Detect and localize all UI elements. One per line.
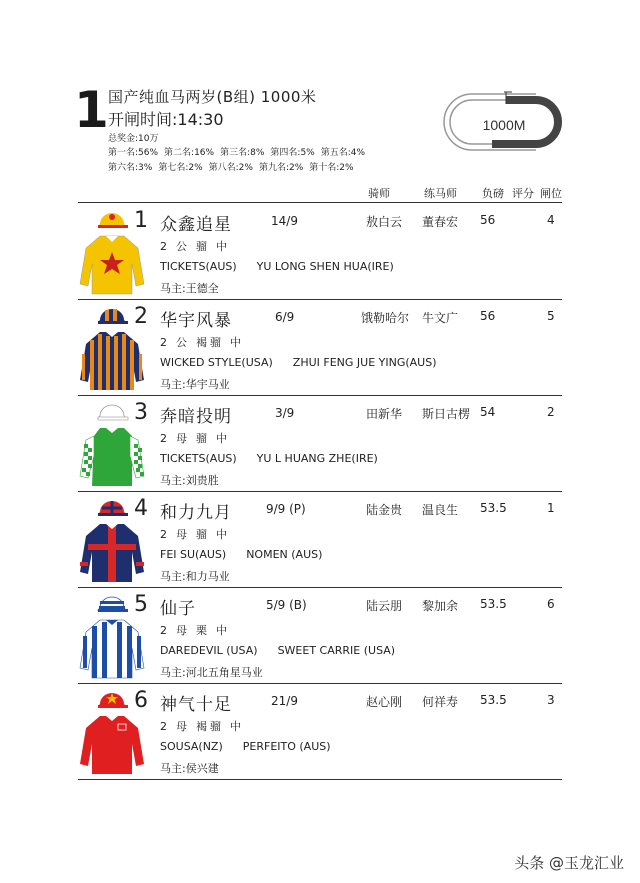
- pedigree: [160, 740, 331, 753]
- horse-name: 众鑫追星: [160, 215, 232, 235]
- runner-row: [78, 684, 562, 780]
- color: 骝: [196, 240, 210, 253]
- prize-split: 第九名:2%: [258, 163, 304, 173]
- sire: TICKETS(AUS): [160, 452, 237, 465]
- footer-watermark: 头条 @玉龙汇业: [514, 854, 624, 872]
- sex: 母: [176, 720, 190, 733]
- prize-split: 第七名:2%: [158, 163, 203, 173]
- pedigree: [160, 356, 437, 369]
- header-divider: [78, 202, 562, 203]
- trainer-name: 斯日古楞: [422, 407, 471, 421]
- dam: SWEET CARRIE (USA): [277, 644, 396, 657]
- runner-number: 1: [134, 208, 148, 233]
- prize-split: 第四名:5%: [270, 148, 315, 158]
- age: 2: [160, 336, 170, 349]
- pedigree: [160, 548, 322, 561]
- prize-split-line-2: [108, 160, 360, 173]
- column-weight: 负磅: [482, 187, 504, 200]
- age: 2: [160, 432, 170, 445]
- owner: 马主:王德全: [160, 282, 219, 295]
- column-trainer: 练马师: [424, 187, 457, 200]
- runner-row: [78, 396, 562, 492]
- odds: 21/9: [271, 694, 298, 708]
- barrier: 2: [547, 405, 555, 419]
- origin: 中: [216, 624, 230, 637]
- runner-number: 3: [134, 400, 148, 425]
- race-title: 国产纯血马两岁(B组) 1000米: [108, 88, 317, 106]
- prize-money: 总奖金:10万: [108, 134, 159, 144]
- prize-split: 第十名:2%: [309, 163, 354, 173]
- odds: 3/9: [275, 406, 295, 420]
- origin: 中: [230, 336, 244, 349]
- runner-number: 4: [134, 496, 148, 521]
- jockey-name: 饿勒哈尔: [361, 311, 410, 325]
- origin: 中: [216, 240, 230, 253]
- horse-description: [160, 718, 250, 734]
- jockey-name: 陆金贵: [366, 503, 403, 517]
- dam: ZHUI FENG JUE YING(AUS): [292, 356, 437, 369]
- weight: 56: [480, 309, 496, 323]
- odds: 9/9 (P): [266, 502, 306, 516]
- horse-description: [160, 526, 236, 542]
- horse-name: 神气十足: [160, 695, 232, 715]
- start-time: 开闸时间:14:30: [108, 110, 224, 129]
- runner-row: [78, 204, 562, 300]
- odds: 6/9: [275, 310, 295, 324]
- color: 栗: [196, 624, 210, 637]
- odds: 14/9: [271, 214, 298, 228]
- column-rating: 评分: [512, 187, 534, 200]
- owner: 马主:刘贵胜: [160, 474, 219, 487]
- dam: YU LONG SHEN HUA(IRE): [256, 260, 394, 273]
- owner: 马主:和力马业: [160, 570, 230, 583]
- trainer-name: 黎加余: [422, 599, 459, 613]
- horse-name: 和力九月: [160, 503, 232, 523]
- weight: 53.5: [480, 501, 507, 515]
- column-jockey: 骑师: [368, 187, 390, 200]
- barrier: 1: [547, 501, 555, 515]
- sire: SOUSA(NZ): [160, 740, 223, 753]
- pedigree: [160, 452, 378, 465]
- track-diagram: [436, 90, 568, 154]
- sire: TICKETS(AUS): [160, 260, 237, 273]
- horse-name: 仙子: [160, 599, 196, 619]
- barrier: 3: [547, 693, 555, 707]
- sire: DAREDEVIL (USA): [160, 644, 258, 657]
- origin: 中: [216, 528, 230, 541]
- owner: 马主:侯兴建: [160, 762, 219, 775]
- distance-label: 1000M: [482, 117, 526, 133]
- color: 褐骝: [196, 336, 224, 349]
- weight: 53.5: [480, 597, 507, 611]
- weight: 53.5: [480, 693, 507, 707]
- prize-split: 第一名:56%: [108, 148, 159, 158]
- owner: 马主:河北五角星马业: [160, 666, 263, 679]
- barrier: 5: [547, 309, 555, 323]
- horse-description: [160, 622, 236, 638]
- trainer-name: 牛文广: [422, 311, 459, 325]
- age: 2: [160, 240, 170, 253]
- color: 骝: [196, 432, 210, 445]
- origin: 中: [216, 432, 230, 445]
- prize-split: 第五名:4%: [320, 148, 366, 158]
- owner: 马主:华宇马业: [160, 378, 230, 391]
- jockey-name: 敖白云: [366, 215, 403, 229]
- jockey-name: 赵心刚: [366, 695, 403, 709]
- sex: 公: [176, 336, 190, 349]
- sire: FEI SU(AUS): [160, 548, 227, 561]
- prize-split: 第八名:2%: [208, 163, 253, 173]
- trainer-name: 温良生: [422, 503, 459, 517]
- trainer-name: 董春宏: [422, 215, 459, 229]
- barrier: 4: [547, 213, 555, 227]
- weight: 56: [480, 213, 496, 227]
- runner-number: 5: [134, 592, 148, 617]
- odds: 5/9 (B): [266, 598, 307, 612]
- sex: 公: [176, 240, 190, 253]
- horse-name: 华宇风暴: [160, 311, 232, 331]
- prize-split: 第三名:8%: [220, 148, 265, 158]
- jockey-name: 田新华: [366, 407, 403, 421]
- row-divider: [78, 779, 562, 780]
- horse-description: [160, 430, 236, 446]
- runner-number: 6: [134, 688, 148, 713]
- sex: 母: [176, 528, 190, 541]
- prize-split: 第六名:3%: [108, 163, 153, 173]
- trainer-name: 何祥寿: [422, 695, 459, 709]
- runner-row: [78, 588, 562, 684]
- age: 2: [160, 528, 170, 541]
- horse-description: [160, 334, 250, 350]
- horse-name: 奔暗投明: [160, 407, 232, 427]
- dam: PERFEITO (AUS): [242, 740, 331, 753]
- sex: 母: [176, 624, 190, 637]
- dam: YU L HUANG ZHE(IRE): [256, 452, 378, 465]
- pedigree: [160, 260, 394, 273]
- column-barrier: 闸位: [540, 187, 562, 200]
- prize-split-line-1: [108, 145, 371, 158]
- runner-number: 2: [134, 304, 148, 329]
- sex: 母: [176, 432, 190, 445]
- sire: WICKED STYLE(USA): [160, 356, 273, 369]
- horse-description: [160, 238, 236, 254]
- color: 骝: [196, 528, 210, 541]
- age: 2: [160, 720, 170, 733]
- age: 2: [160, 624, 170, 637]
- runner-row: [78, 492, 562, 588]
- weight: 54: [480, 405, 496, 419]
- prize-split: 第二名:16%: [164, 148, 215, 158]
- jockey-name: 陆云朋: [366, 599, 403, 613]
- dam: NOMEN (AUS): [246, 548, 323, 561]
- color: 褐骝: [196, 720, 224, 733]
- runner-row: [78, 300, 562, 396]
- race-number: 1: [74, 81, 109, 139]
- origin: 中: [230, 720, 244, 733]
- pedigree: [160, 644, 395, 657]
- barrier: 6: [547, 597, 555, 611]
